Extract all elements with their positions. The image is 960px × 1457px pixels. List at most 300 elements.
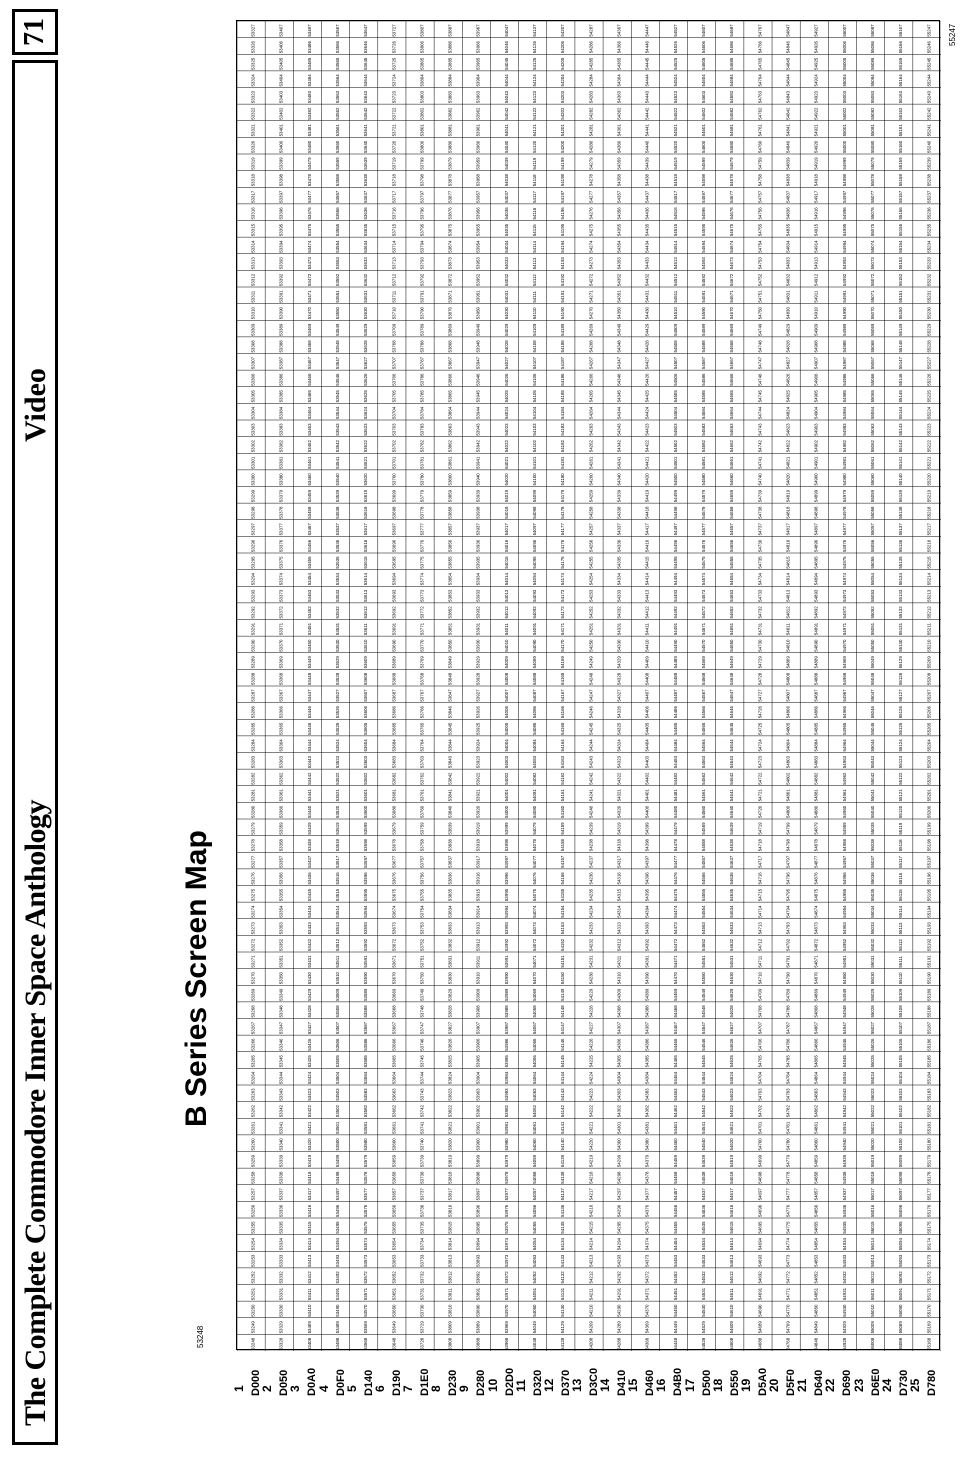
cell-address: 55121 <box>898 789 904 802</box>
cell-address: 53270 <box>250 972 256 985</box>
cell-address: 53428 <box>306 1005 312 1018</box>
cell-address: 53429 <box>306 988 312 1001</box>
cell-address: 53846 <box>447 706 453 719</box>
cell-address: 54730 <box>757 639 763 652</box>
cell-address: 53857 <box>447 523 453 536</box>
cell-address: 53481 <box>306 124 312 137</box>
cell-address: 53576 <box>363 1204 369 1217</box>
cell-address: 53706 <box>391 373 397 386</box>
cell-address: 53869 <box>447 323 453 336</box>
cell-address: 53612 <box>363 606 369 619</box>
cell-address: 54623 <box>729 1088 735 1101</box>
cell-address: 53899 <box>475 1154 481 1168</box>
cell-address: 53539 <box>334 489 340 503</box>
cell-address: 54218 <box>588 1171 594 1184</box>
cell-address: 53915 <box>475 888 481 902</box>
cell-address: 54609 <box>729 1321 735 1334</box>
cell-address: 55001 <box>841 124 847 137</box>
cell-address: 54352 <box>616 273 622 286</box>
cell-address: 54914 <box>813 240 819 253</box>
cell-address: 55090 <box>898 1304 904 1317</box>
cell-address: 54944 <box>841 1071 847 1084</box>
cell-address: 53287 <box>250 689 256 702</box>
cell-address: 53940 <box>475 473 481 486</box>
cell-address: 54694 <box>757 1238 763 1251</box>
cell-address: 54807 <box>785 689 791 702</box>
cell-address: 54650 <box>729 639 735 652</box>
cell-address: 54872 <box>813 938 819 951</box>
cell-address: 53389 <box>278 323 284 336</box>
cell-address: 55188 <box>926 1005 932 1018</box>
cell-address: 53490 <box>334 1304 340 1317</box>
cell-address: 53621 <box>363 456 369 469</box>
cell-address: 53564 <box>334 74 340 87</box>
cell-address: 54408 <box>644 672 650 685</box>
cell-address: 53713 <box>391 257 397 270</box>
cell-address: 54898 <box>813 506 819 519</box>
cell-address: 53959 <box>475 157 481 170</box>
cell-address: 55167 <box>898 24 904 37</box>
cell-address: 53519 <box>334 822 340 835</box>
cell-address: 53910 <box>475 972 481 985</box>
cell-address: 53673 <box>391 922 397 935</box>
cell-address: 54937 <box>841 1188 847 1201</box>
cell-address: 55064 <box>869 406 875 419</box>
cell-address: 54207 <box>560 24 566 37</box>
cell-address: 53274 <box>250 905 256 918</box>
cell-address: 54227 <box>588 1021 594 1035</box>
cell-address: 54799 <box>785 822 791 835</box>
cell-address: 53484 <box>306 74 312 87</box>
cell-address: 54789 <box>785 988 791 1001</box>
cell-address: 55116 <box>898 872 904 885</box>
cell-address: 53671 <box>391 955 397 968</box>
cell-address: 54699 <box>757 1154 763 1168</box>
cell-address: 53705 <box>391 390 397 403</box>
cell-address: 55177 <box>926 1188 932 1201</box>
cell-address: 54327 <box>616 689 622 702</box>
cell-address: 53277 <box>250 855 256 868</box>
cell-address: 55197 <box>926 855 932 868</box>
cell-address: 53492 <box>334 1271 340 1284</box>
cell-address: 54318 <box>616 839 622 852</box>
cell-address: 53450 <box>306 639 312 652</box>
cell-address: 53711 <box>391 290 397 303</box>
cell-address: 54069 <box>532 988 538 1001</box>
cell-address: 54978 <box>841 506 847 519</box>
cell-address: 53804 <box>419 74 425 87</box>
cell-address: 53920 <box>475 805 481 818</box>
cell-address: 53744 <box>419 1071 425 1084</box>
cell-address: 54822 <box>785 440 791 453</box>
cell-address: 53881 <box>447 124 453 137</box>
cell-address: 54659 <box>729 489 735 503</box>
row-hex-address: D0A0 <box>306 1367 319 1396</box>
cell-address: 54150 <box>560 972 566 985</box>
cell-address: 54637 <box>729 855 735 868</box>
cell-address: 53332 <box>278 1271 284 1284</box>
cell-address: 54849 <box>813 1321 819 1334</box>
cell-address: 54982 <box>841 440 847 453</box>
cell-address: 55214 <box>926 573 932 586</box>
cell-address: 54394 <box>644 905 650 918</box>
cell-address: 54997 <box>841 190 847 203</box>
cell-address: 54142 <box>560 1105 566 1118</box>
cell-address: 53815 <box>447 1221 453 1234</box>
cell-address: 55059 <box>869 489 875 503</box>
cell-address: 54875 <box>813 888 819 902</box>
cell-address: 54139 <box>560 1154 566 1168</box>
cell-address: 55236 <box>926 207 932 220</box>
cell-address: 55123 <box>898 755 904 769</box>
cell-address: 55242 <box>926 107 932 120</box>
cell-address: 54225 <box>588 1055 594 1068</box>
cell-address: 53823 <box>447 1088 453 1101</box>
cell-address: 54925 <box>813 57 819 70</box>
cell-address: 54703 <box>757 1088 763 1101</box>
cell-address: 53708 <box>391 340 397 353</box>
cell-address: 55030 <box>869 972 875 985</box>
cell-address: 53737 <box>419 1188 425 1201</box>
cell-address: 53465 <box>306 390 312 403</box>
cell-address: 54006 <box>503 706 509 719</box>
cell-address: 54672 <box>729 273 735 286</box>
cell-address: 55061 <box>869 456 875 469</box>
cell-address: 53295 <box>250 556 256 569</box>
cell-address: 54552 <box>701 938 707 951</box>
cell-address: 53382 <box>278 440 284 453</box>
cell-address: 54014 <box>503 573 509 586</box>
cell-address: 53989 <box>503 988 509 1001</box>
cell-address: 53299 <box>250 489 256 503</box>
cell-address: 54682 <box>729 107 735 120</box>
cell-address: 54959 <box>841 822 847 835</box>
cell-address: 55087 <box>869 24 875 37</box>
cell-address: 53867 <box>447 356 453 370</box>
cell-address: 55226 <box>926 373 932 386</box>
cell-address: 54764 <box>757 74 763 87</box>
cell-address: 54724 <box>757 739 763 752</box>
cell-address: 53926 <box>475 706 481 719</box>
cell-address: 53513 <box>334 922 340 935</box>
cell-address: 54935 <box>841 1221 847 1234</box>
cell-address: 54487 <box>672 689 678 702</box>
cell-address: 54910 <box>813 307 819 320</box>
cell-address: 54592 <box>701 273 707 286</box>
cell-address: 54772 <box>785 1271 791 1284</box>
cell-address: 54919 <box>813 157 819 170</box>
cell-address: 54107 <box>532 356 538 370</box>
cell-address: 55011 <box>869 1288 875 1301</box>
cell-address: 54728 <box>757 672 763 685</box>
cell-address: 53868 <box>447 340 453 353</box>
cell-address: 53668 <box>391 1005 397 1018</box>
cell-address: 54389 <box>644 988 650 1001</box>
cell-address: 53752 <box>419 938 425 951</box>
cell-address: 53799 <box>419 157 425 170</box>
cell-address: 54272 <box>588 273 594 286</box>
cell-address: 53380 <box>278 473 284 486</box>
cell-address: 53998 <box>503 839 509 852</box>
cell-address: 54534 <box>701 1238 707 1251</box>
cell-address: 53960 <box>475 140 481 153</box>
cell-address: 55168 <box>926 1337 932 1350</box>
cell-address: 54235 <box>588 888 594 902</box>
cell-address: 53672 <box>391 938 397 951</box>
cell-address: 53889 <box>475 1321 481 1334</box>
cell-address: 55040 <box>869 805 875 818</box>
cell-address: 54986 <box>841 373 847 386</box>
cell-address: 54642 <box>729 772 735 785</box>
cell-address: 55192 <box>926 938 932 951</box>
cell-address: 53957 <box>475 190 481 203</box>
cell-address: 54005 <box>503 722 509 735</box>
cell-address: 54673 <box>729 257 735 270</box>
cell-address: 53598 <box>363 839 369 852</box>
cell-address: 54816 <box>785 539 791 552</box>
cell-address: 53841 <box>447 789 453 802</box>
cell-address: 55193 <box>926 922 932 935</box>
cell-address: 53283 <box>250 755 256 769</box>
cell-address: 54697 <box>757 1188 763 1201</box>
cell-address: 54167 <box>560 689 566 702</box>
cell-address: 53520 <box>334 805 340 818</box>
cell-address: 54162 <box>560 772 566 785</box>
cell-address: 53315 <box>250 223 256 237</box>
cell-address: 54863 <box>813 1088 819 1101</box>
cell-address: 54219 <box>588 1154 594 1168</box>
cell-address: 54302 <box>616 1105 622 1118</box>
cell-address: 54320 <box>616 805 622 818</box>
cell-address: 54402 <box>644 772 650 785</box>
cell-address: 54476 <box>672 872 678 885</box>
row-hex-address: D460 <box>644 1369 657 1396</box>
cell-address: 53285 <box>250 722 256 735</box>
cell-address: 54369 <box>644 1321 650 1334</box>
cell-address: 54314 <box>616 905 622 918</box>
cell-address: 54044 <box>503 74 509 87</box>
cell-address: 53977 <box>503 1188 509 1201</box>
cell-address: 53795 <box>419 223 425 237</box>
cell-address: 53364 <box>278 739 284 752</box>
cell-address: 53410 <box>306 1304 312 1317</box>
cell-address: 54078 <box>532 839 538 852</box>
cell-address: 54191 <box>560 290 566 303</box>
cell-address: 53618 <box>363 506 369 519</box>
cell-address: 53313 <box>250 257 256 270</box>
cell-address: 54307 <box>616 1021 622 1035</box>
cell-address: 54441 <box>644 124 650 137</box>
cell-address: 54435 <box>644 223 650 237</box>
cell-address: 54261 <box>588 456 594 469</box>
cell-address: 53911 <box>475 955 481 968</box>
cell-address: 54030 <box>503 307 509 320</box>
cell-address: 54387 <box>644 1021 650 1035</box>
cell-address: 53545 <box>334 390 340 403</box>
cell-address: 54723 <box>757 755 763 769</box>
cell-address: 53456 <box>306 539 312 552</box>
cell-address: 53408 <box>306 1337 312 1350</box>
cell-address: 54696 <box>757 1204 763 1217</box>
cell-address: 54181 <box>560 456 566 469</box>
cell-address: 54255 <box>588 556 594 569</box>
cell-address: 53474 <box>306 240 312 253</box>
cell-address: 54663 <box>729 423 735 436</box>
cell-address: 54065 <box>532 1055 538 1068</box>
cell-address: 54437 <box>644 190 650 203</box>
cell-address: 53620 <box>363 473 369 486</box>
cell-address: 54628 <box>729 1005 735 1018</box>
cell-address: 54899 <box>813 489 819 503</box>
cell-address: 54579 <box>701 489 707 503</box>
cell-address: 54268 <box>588 340 594 353</box>
cell-address: 54876 <box>813 872 819 885</box>
cell-address: 54498 <box>672 506 678 519</box>
cell-address: 54677 <box>729 190 735 203</box>
cell-address: 53740 <box>419 1138 425 1151</box>
cell-address: 53529 <box>334 656 340 669</box>
cell-address: 54955 <box>841 888 847 902</box>
cell-address: 55238 <box>926 174 932 187</box>
cell-address: 53832 <box>447 938 453 951</box>
row-hex-address: D6E0 <box>869 1368 882 1396</box>
cell-address: 53699 <box>391 489 397 503</box>
cell-address: 54245 <box>588 722 594 735</box>
cell-address: 54446 <box>644 41 650 54</box>
cell-address: 53829 <box>447 988 453 1001</box>
cell-address: 53452 <box>306 606 312 619</box>
cell-address: 54010 <box>503 639 509 652</box>
cell-address: 53732 <box>419 1271 425 1284</box>
cell-address: 54878 <box>813 839 819 852</box>
grid-svg <box>237 21 941 1351</box>
cell-address: 55026 <box>869 1038 875 1051</box>
cell-address: 54554 <box>701 905 707 918</box>
cell-address: 53540 <box>334 473 340 486</box>
cell-address: 54106 <box>532 373 538 386</box>
cell-address: 53666 <box>391 1038 397 1051</box>
cell-address: 54116 <box>532 207 538 220</box>
cell-address: 53813 <box>447 1254 453 1267</box>
cell-address: 53634 <box>363 240 369 253</box>
cell-address: 54348 <box>616 340 622 353</box>
cell-address: 53377 <box>278 523 284 536</box>
cell-address: 53630 <box>363 307 369 320</box>
cell-address: 53292 <box>250 606 256 619</box>
cell-address: 54340 <box>616 473 622 486</box>
cell-address: 55166 <box>898 41 904 54</box>
cell-address: 54333 <box>616 589 622 602</box>
cell-address: 54627 <box>729 1021 735 1035</box>
cell-address: 54453 <box>672 1254 678 1267</box>
cell-address: 53840 <box>447 805 453 818</box>
cell-address: 54530 <box>701 1304 707 1317</box>
cell-address: 55125 <box>898 722 904 735</box>
cell-address: 54507 <box>672 356 678 370</box>
cell-address: 55190 <box>926 972 932 985</box>
cell-address: 54049 <box>532 1321 538 1334</box>
cell-address: 54747 <box>757 356 763 370</box>
cell-address: 53397 <box>278 190 284 203</box>
cell-address: 54456 <box>672 1204 678 1217</box>
cell-address: 55053 <box>869 589 875 602</box>
cell-address: 53486 <box>306 41 312 54</box>
row-hex-address: D370 <box>559 1369 572 1396</box>
cell-address: 54356 <box>616 207 622 220</box>
cell-address: 55172 <box>926 1271 932 1284</box>
cell-address: 54693 <box>757 1254 763 1267</box>
cell-address: 53624 <box>363 406 369 419</box>
cell-address: 54929 <box>841 1321 847 1334</box>
cell-address: 55029 <box>869 988 875 1001</box>
cell-address: 55195 <box>926 888 932 902</box>
cell-address: 55153 <box>898 257 904 270</box>
cell-address: 54376 <box>644 1204 650 1217</box>
cell-address: 54458 <box>672 1171 678 1184</box>
cell-address: 54141 <box>560 1121 566 1134</box>
cell-address: 53754 <box>419 905 425 918</box>
cell-address: 55140 <box>898 473 904 486</box>
cell-address: 53325 <box>250 57 256 70</box>
cell-address: 55056 <box>869 539 875 552</box>
cell-address: 54325 <box>616 722 622 735</box>
cell-address: 55204 <box>926 739 932 752</box>
cell-address: 54425 <box>644 390 650 403</box>
cell-address: 54305 <box>616 1055 622 1068</box>
cell-address: 54404 <box>644 739 650 752</box>
cell-address: 53376 <box>278 539 284 552</box>
cell-address: 53692 <box>391 606 397 619</box>
cell-address: 54992 <box>841 273 847 286</box>
cell-address: 53654 <box>391 1238 397 1251</box>
row-number: 23 <box>851 1378 866 1392</box>
cell-address: 54472 <box>672 938 678 951</box>
cell-address: 55017 <box>869 1188 875 1201</box>
cell-address: 55111 <box>898 956 904 968</box>
cell-address: 54486 <box>672 706 678 719</box>
cell-address: 53825 <box>447 1055 453 1068</box>
cell-address: 54084 <box>532 739 538 752</box>
cell-address: 55119 <box>898 822 904 835</box>
cell-address: 54323 <box>616 755 622 769</box>
cell-address: 55117 <box>898 855 904 868</box>
cell-address: 55010 <box>869 1304 875 1317</box>
cell-address: 53695 <box>391 556 397 569</box>
cell-address: 54611 <box>729 1288 735 1301</box>
cell-address: 53664 <box>391 1071 397 1084</box>
cell-address: 54427 <box>644 356 650 370</box>
cell-address: 55215 <box>926 556 932 569</box>
cell-address: 54774 <box>785 1238 791 1251</box>
cell-address: 54912 <box>813 273 819 286</box>
cell-address: 54322 <box>616 772 622 785</box>
cell-address: 53338 <box>278 1171 284 1184</box>
cell-address: 53930 <box>475 639 481 652</box>
cell-address: 54354 <box>616 240 622 253</box>
cell-address: 54966 <box>841 706 847 719</box>
cell-address: 53728 <box>419 1337 425 1350</box>
cell-address: 53466 <box>306 373 312 386</box>
cell-address: 54119 <box>532 157 538 170</box>
cell-address: 53530 <box>334 639 340 652</box>
cell-address: 55049 <box>869 656 875 669</box>
cell-address: 54034 <box>503 240 509 253</box>
cell-address: 54159 <box>560 822 566 835</box>
title-box <box>12 60 58 1445</box>
cell-address: 53863 <box>447 423 453 436</box>
cell-address: 54604 <box>701 74 707 87</box>
cell-address: 53300 <box>250 473 256 486</box>
